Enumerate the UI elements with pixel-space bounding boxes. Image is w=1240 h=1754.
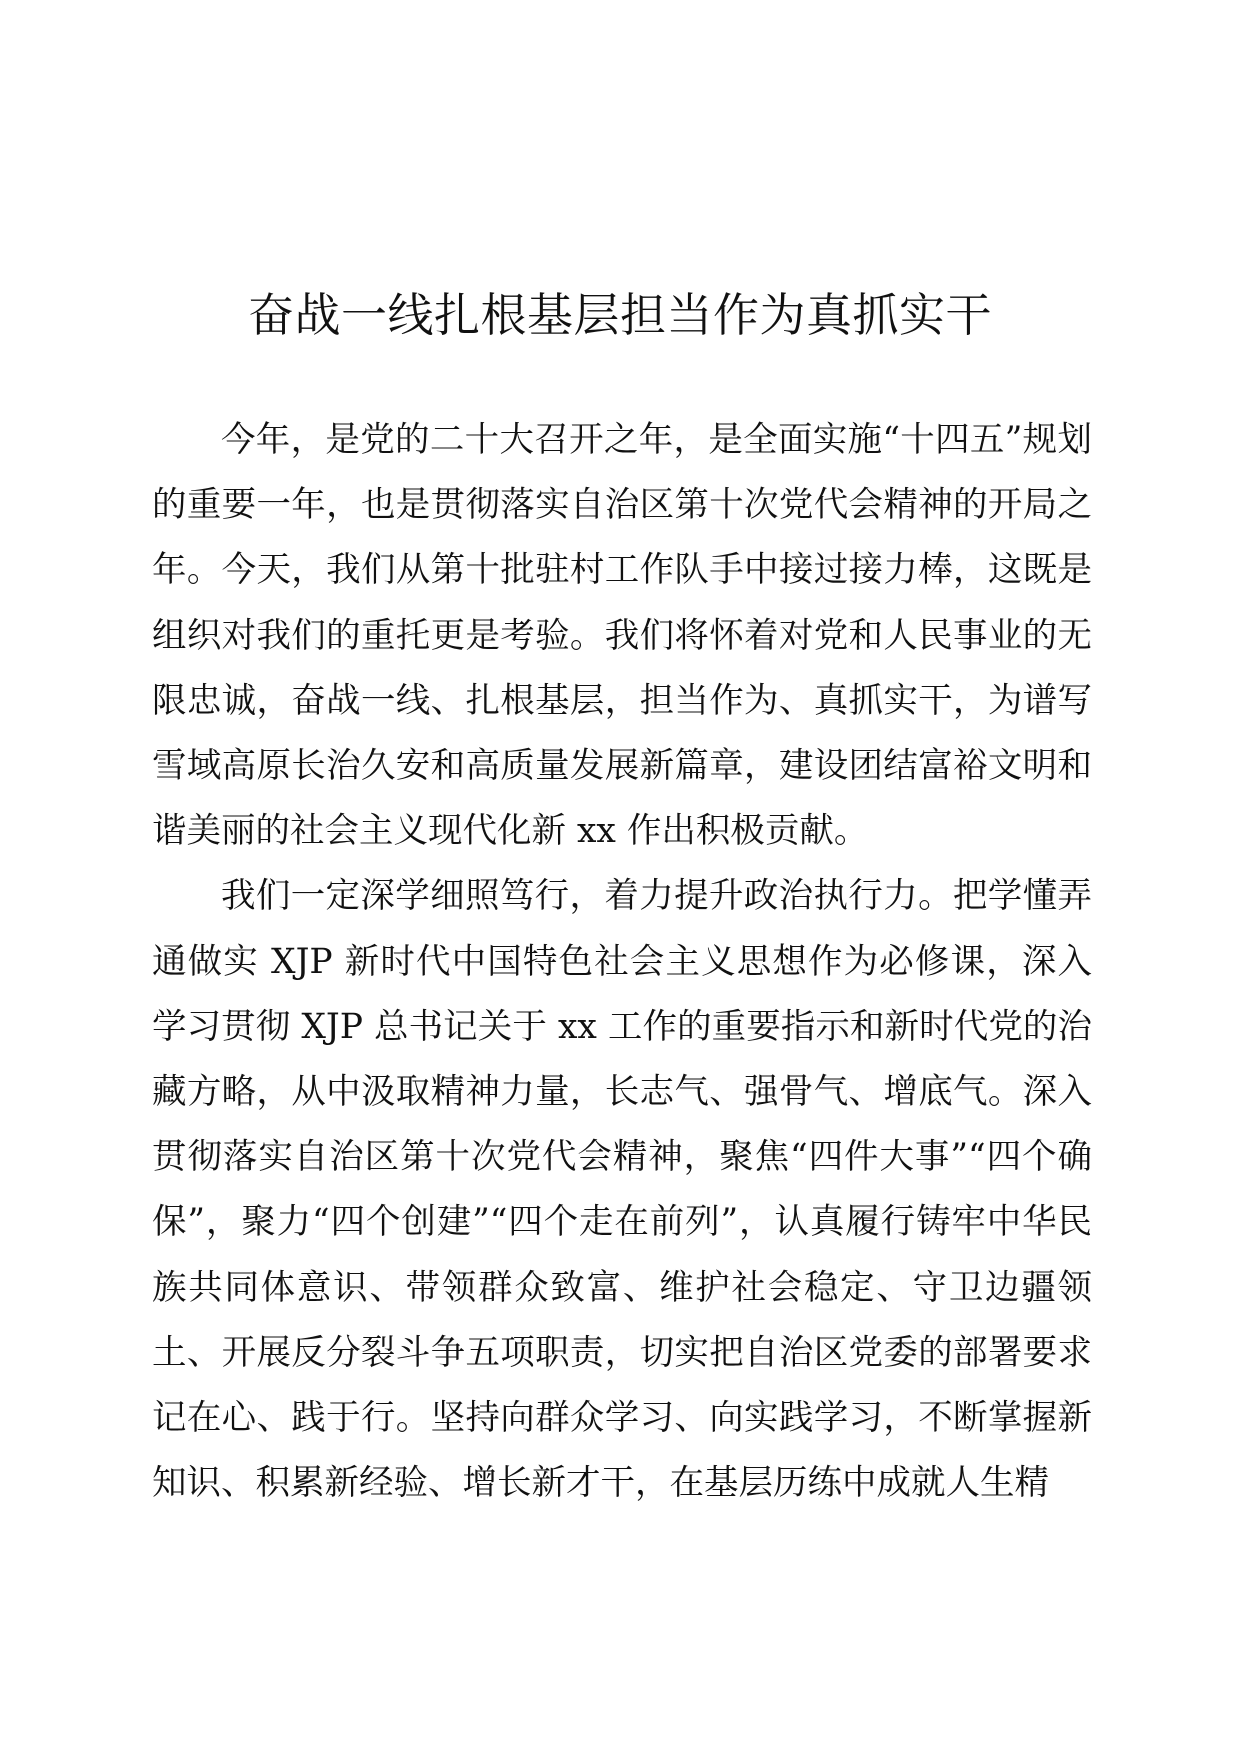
paragraph-1: 今年，是党的二十大召开之年，是全面实施“十四五”规划的重要一年，也是贯彻落实自治区第十次党代会精神的开局之年。今天，我们从第十批驻村工作队手中接过接力棒，这既是组织对我们的重托更是考验。我们将怀着对党和人民事业的无限忠诚，奋战一线、扎根基层，担当作为、真抓实干，为谱写雪域高原长治久安和高质量发展新篇章，建设团结富裕文明和谐美丽的社会主义现代化新 xx 作出积极贡献。 — [152, 420, 1092, 852]
paragraph-2: 我们一定深学细照笃行，着力提升政治执行力。把学懂弄通做实 XJP 新时代中国特色社会主义思想作为必修课，深入学习贯彻 XJP 总书记关于 xx 工作的重要指示和新时代党的治藏方略，从中汲取精神力量，长志气、强骨气、增底气。深入贯彻落实自治区第十次党代会精神，聚焦“四件大事”“四个确保”，聚力“四个创建”“四个走在前列”，认真履行铸牢中华民族共同体意识、带领群众致富、维护社会稳定、守卫边疆领土、开展反分裂斗争五项职责，切实把自治区党委的部署要求记在心、践于行。坚持向群众学习、向实践学习，不断掌握新知识、积累新经验、增长新才干，在基层历练中成就人生精 — [152, 876, 1092, 1504]
document-body — [152, 408, 1092, 1516]
document-title: 奋战一线扎根基层担当作为真抓实干 — [248, 288, 992, 342]
